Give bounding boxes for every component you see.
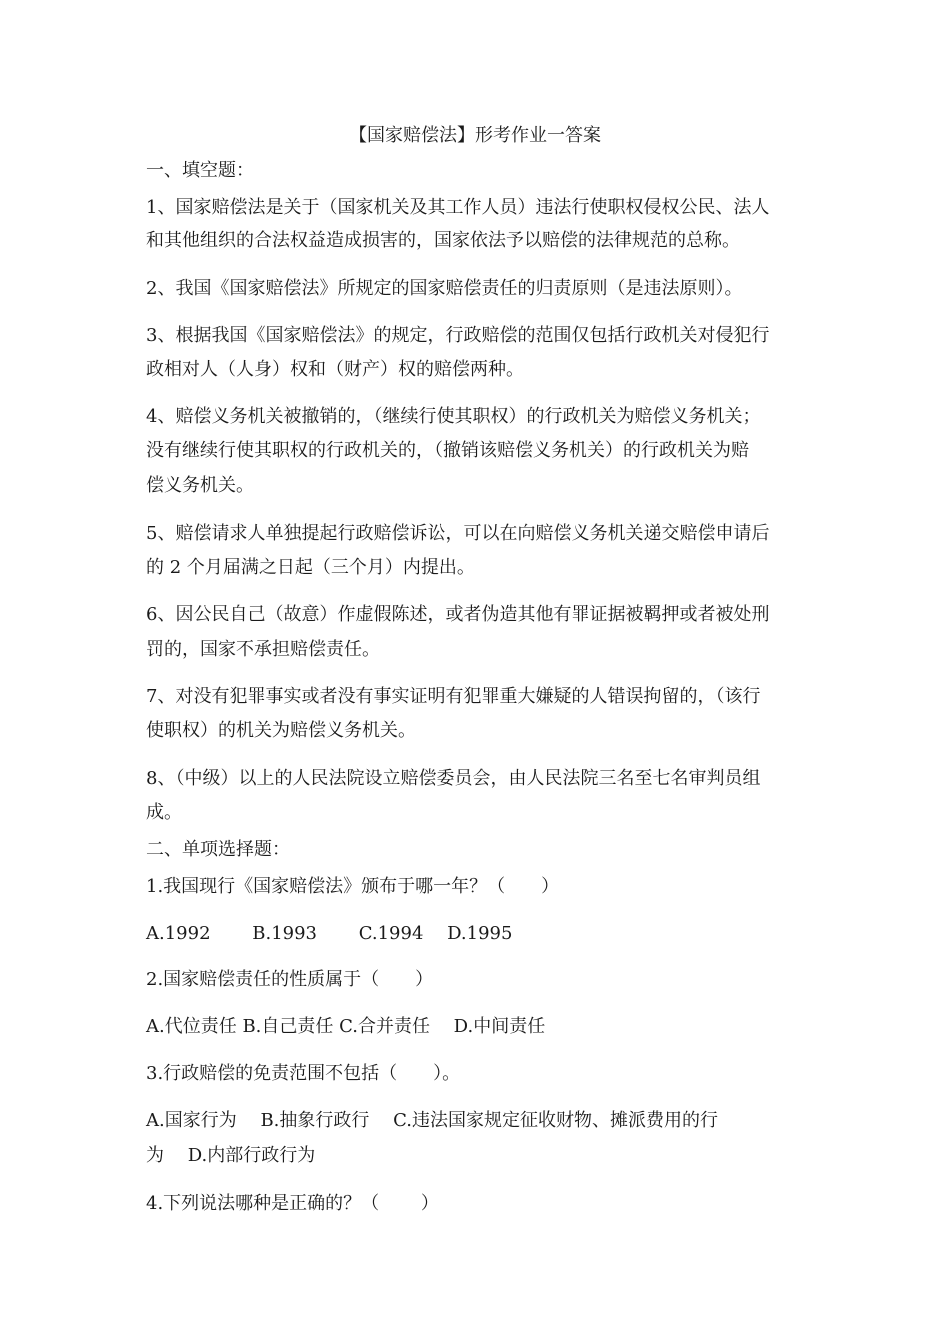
section-heading-single-choice: 二、单项选择题： — [146, 839, 290, 860]
choice-q2-stem: 2.国家赔偿责任的性质属于（ ） — [146, 969, 434, 990]
choice-q3-stem: 3.行政赔偿的免责范围不包括（ ）。 — [146, 1063, 461, 1084]
fill-q4-line3: 偿义务机关。 — [146, 475, 254, 496]
fill-q8-line1: 8、（中级）以上的人民法院设立赔偿委员会，由人民法院三名至七名审判员组 — [146, 768, 761, 789]
choice-q3-options-line2: 为 D.内部行政行为 — [146, 1145, 316, 1166]
fill-q3-line2: 政相对人（人身）权和（财产）权的赔偿两种。 — [146, 359, 524, 380]
section-heading-fill-in: 一、填空题： — [146, 160, 254, 181]
fill-q6-line2: 罚的，国家不承担赔偿责任。 — [146, 639, 380, 660]
choice-q3-options-line1: A.国家行为 B.抽象行政行 C.违法国家规定征收财物、摊派费用的行 — [146, 1110, 718, 1131]
fill-q8-line2: 成。 — [146, 802, 182, 823]
fill-q1-line1: 1、国家赔偿法是关于（国家机关及其工作人员）违法行使职权侵权公民、法人 — [146, 197, 770, 218]
choice-q1-stem: 1.我国现行《国家赔偿法》颁布于哪一年？（ ） — [146, 876, 560, 897]
choice-q1-options: A.1992 B.1993 C.1994 D.1995 — [146, 923, 513, 944]
choice-q2-options: A.代位责任 B.自己责任 C.合并责任 D.中间责任 — [146, 1016, 546, 1037]
fill-q3-line1: 3、根据我国《国家赔偿法》的规定，行政赔偿的范围仅包括行政机关对侵犯行 — [146, 325, 770, 346]
fill-q1-line2: 和其他组织的合法权益造成损害的，国家依法予以赔偿的法律规范的总称。 — [146, 230, 740, 251]
fill-q7-line2: 使职权）的机关为赔偿义务机关。 — [146, 720, 416, 741]
fill-q5-line1: 5、赔偿请求人单独提起行政赔偿诉讼，可以在向赔偿义务机关递交赔偿申请后 — [146, 523, 770, 544]
fill-q4-line1: 4、赔偿义务机关被撤销的，（继续行使其职权）的行政机关为赔偿义务机关； — [146, 406, 761, 427]
fill-q5-line2: 的 2 个月届满之日起（三个月）内提出。 — [146, 557, 475, 578]
choice-q4-stem: 4.下列说法哪种是正确的？（ ） — [146, 1193, 439, 1214]
fill-q2-line1: 2、我国《国家赔偿法》所规定的国家赔偿责任的归责原则（是违法原则）。 — [146, 278, 743, 299]
document-title: 【国家赔偿法】形考作业一答案 — [349, 125, 601, 146]
fill-q6-line1: 6、因公民自己（故意）作虚假陈述，或者伪造其他有罪证据被羁押或者被处刑 — [146, 604, 770, 625]
fill-q7-line1: 7、对没有犯罪事实或者没有事实证明有犯罪重大嫌疑的人错误拘留的，（该行 — [146, 686, 761, 707]
fill-q4-line2: 没有继续行使其职权的行政机关的，（撤销该赔偿义务机关）的行政机关为赔 — [146, 440, 749, 461]
